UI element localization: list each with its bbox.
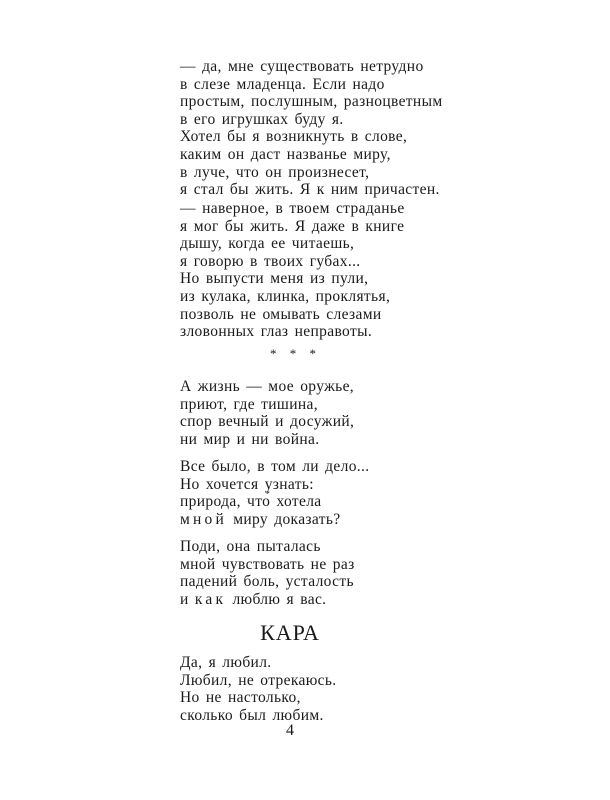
- page-number: 4: [286, 722, 294, 739]
- poem-line: зловонных глаз неправоты.: [180, 323, 373, 341]
- poem-line: каким он даст названье миру,: [180, 145, 391, 163]
- poem-line: — да, мне существовать нетрудно: [180, 58, 424, 75]
- poem-line: [180, 591, 355, 609]
- poem-title: КАРА: [260, 620, 320, 645]
- poem-stanza: [180, 458, 369, 528]
- poem-line: я говорю в твоих губах...: [180, 252, 361, 270]
- poem-line: позволь не омывать слезами: [180, 305, 382, 323]
- poem-line: в слезе младенца. Если надо: [180, 75, 385, 93]
- poem-line: А жизнь — мое оружье,: [180, 378, 355, 395]
- poem-line: в его игрушках буду я.: [180, 110, 344, 128]
- poem-line: ни мир и ни война.: [180, 430, 320, 448]
- poem-stanza: [180, 200, 405, 341]
- poem-line: я мог бы жить. Я даже в книге: [180, 217, 405, 235]
- poem-line: — наверное, в твоем страданье: [180, 200, 405, 217]
- poem-line: дышу, когда ее читаешь,: [180, 235, 355, 253]
- poem-line: Любил, не отрекаюсь.: [180, 671, 337, 689]
- poem-line: Поди, она пыталась: [180, 538, 321, 555]
- poem-line-rest: миру доказать?: [233, 510, 341, 528]
- poem-line: из кулака, клинка, проклятья,: [180, 287, 391, 305]
- poem-line: природа, что́ хотела: [180, 493, 322, 511]
- poem-line: Все было, в том ли дело...: [180, 458, 370, 475]
- poem-line: [180, 511, 369, 529]
- section-separator: * * *: [270, 346, 320, 361]
- poem-line: мной чувствовать не раз: [180, 555, 355, 573]
- poem-line: падений боль, усталость: [180, 573, 354, 591]
- poem-line: спор вечный и досужий,: [180, 413, 355, 431]
- poem-stanza: [180, 58, 443, 199]
- poem-line: я стал бы жить. Я к ним причастен.: [180, 181, 440, 199]
- poem-line: Но хочется узнать:: [180, 475, 314, 493]
- poem-line: сколько был любим.: [180, 706, 324, 724]
- poem-line-start: и: [180, 590, 189, 608]
- poem-stanza: [180, 538, 355, 608]
- poem-line: Но выпусти меня из пули,: [180, 270, 369, 288]
- poem-line-rest: люблю я вас.: [232, 590, 327, 608]
- poem-stanza: [180, 378, 354, 448]
- emphasized-word: как: [194, 590, 227, 608]
- poem-line: Но не настолько,: [180, 689, 301, 707]
- poem-line: Хотел бы я возникнуть в слове,: [180, 128, 408, 146]
- poem-stanza: [180, 654, 337, 724]
- poem-line: Да, я любил.: [180, 654, 272, 671]
- poem-line: простым, послушным, разноцветным: [180, 93, 443, 111]
- poem-line: в луче, что он произнесет,: [180, 163, 370, 181]
- poem-line: приют, где тишина,: [180, 395, 318, 413]
- emphasized-word: мной: [180, 510, 227, 528]
